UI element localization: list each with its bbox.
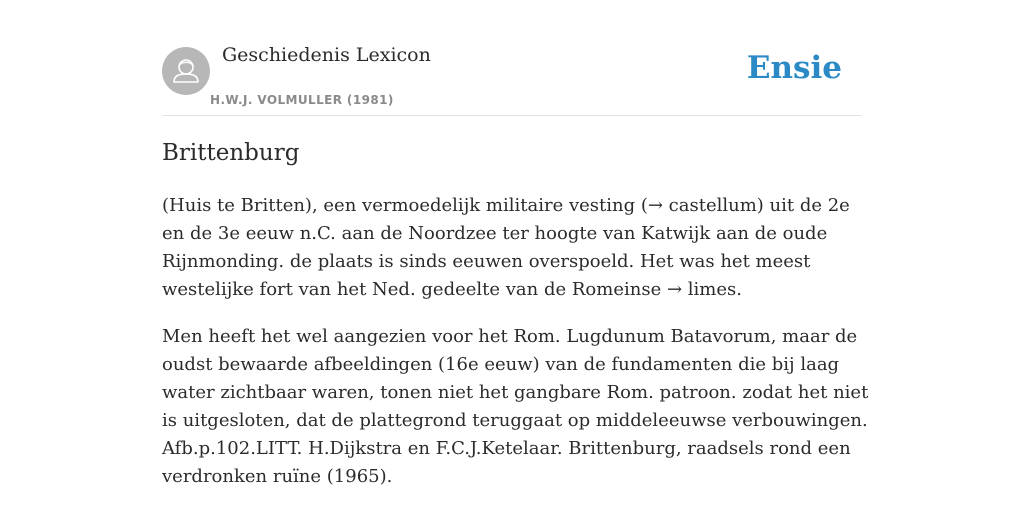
author-avatar[interactable] bbox=[162, 47, 210, 95]
source-header bbox=[162, 0, 862, 116]
entry-paragraph: Men heeft het wel aangezien voor het Rom. Lugdunum Batavorum, maar de oudst bewaarde afbeeldingen (16e eeuw) van de fundamenten die bij laag water zichtbaar waren, tonen niet het gangbare Rom. patroon. zodat het niet is uitgesloten, dat de plattegrond teruggaat op middeleeuwse verbouwingen. Afb.p.102.LITT. H.Dijkstra en F.C.J.Ketelaar. Brittenburg, raadsels rond een verdronken ruïne (1965). bbox=[162, 326, 869, 487]
user-icon bbox=[162, 47, 210, 95]
entry-paragraph: (Huis te Britten), een vermoedelijk militaire vesting (→ castellum) uit de 2e en de 3e eeuw n.C. aan de Noordzee ter hoogte van Katwijk aan de oude Rijnmonding. de plaats is sinds eeuwen overspoeld. Het was het meest westelijke fort van het Ned. gedeelte van de Romeinse → limes. bbox=[162, 195, 850, 300]
source-title[interactable]: Geschiedenis Lexicon bbox=[222, 44, 431, 66]
brand-logo[interactable]: Ensie bbox=[746, 50, 842, 86]
source-author: H.W.J. VOLMULLER (1981) bbox=[210, 93, 394, 107]
content-container bbox=[162, 0, 869, 487]
entry-title: Brittenburg bbox=[162, 140, 300, 166]
